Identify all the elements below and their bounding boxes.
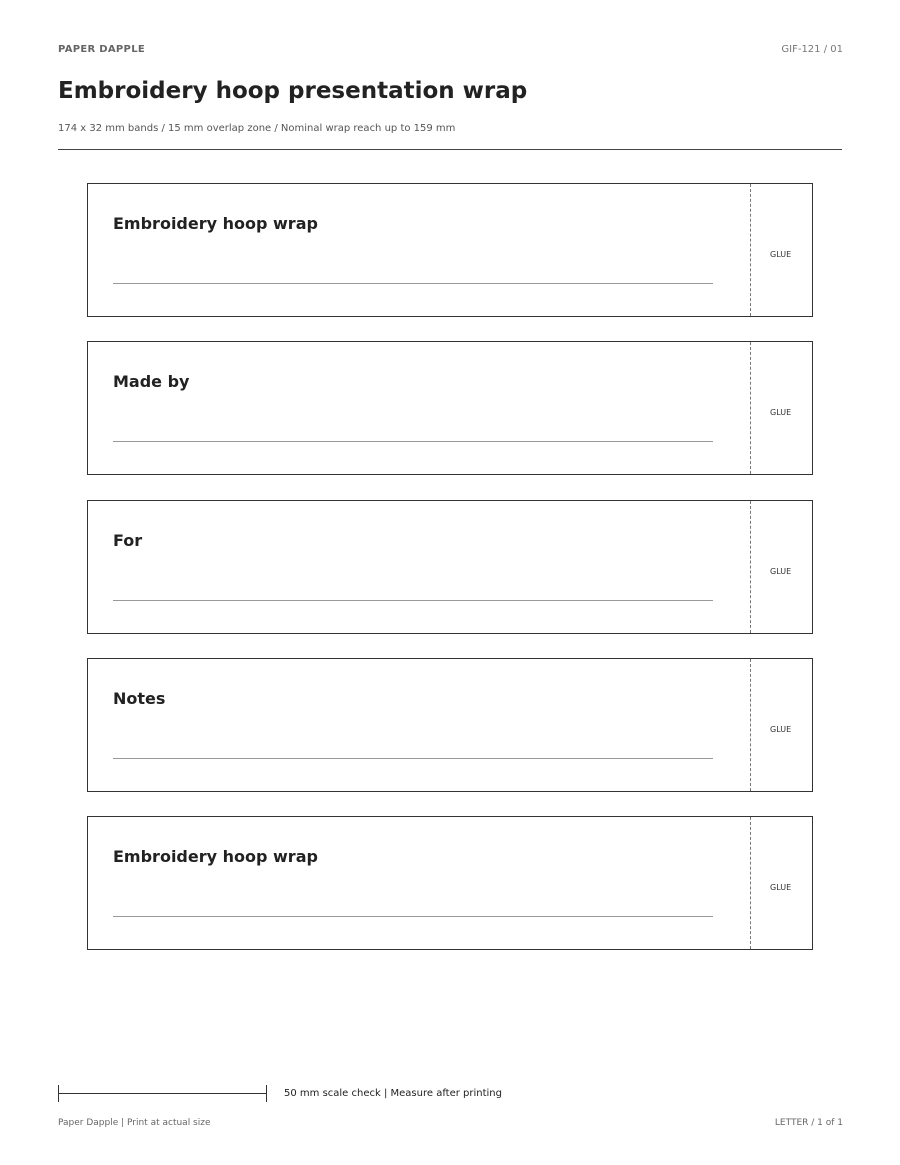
scale-check-text: 50 mm scale check | Measure after printing	[284, 1088, 502, 1099]
write-line	[113, 600, 713, 601]
brand-name: PAPER DAPPLE	[58, 44, 145, 55]
fold-line	[750, 501, 751, 633]
scale-bar-line	[58, 1093, 267, 1094]
write-line	[113, 916, 713, 917]
glue-label: GLUE	[770, 883, 792, 892]
glue-label: GLUE	[770, 567, 792, 576]
band-label: Embroidery hoop wrap	[113, 847, 318, 866]
band-label: Embroidery hoop wrap	[113, 214, 318, 233]
band-label: Notes	[113, 689, 166, 708]
write-line	[113, 758, 713, 759]
footer-note: Paper Dapple | Print at actual size	[58, 1118, 211, 1128]
fold-line	[750, 817, 751, 949]
scale-bar	[58, 1085, 267, 1103]
glue-label: GLUE	[770, 408, 792, 417]
scale-bar-tick-end	[266, 1085, 267, 1102]
fold-line	[750, 342, 751, 474]
glue-label: GLUE	[770, 250, 792, 259]
scale-bar-tick-start	[58, 1085, 59, 1102]
page-subtitle: 174 x 32 mm bands / 15 mm overlap zone / Nominal wrap reach up to 159 mm	[58, 123, 456, 134]
header-divider	[58, 149, 842, 150]
document-id: GIF-121 / 01	[781, 44, 843, 55]
write-line	[113, 283, 713, 284]
fold-line	[750, 184, 751, 316]
write-line	[113, 441, 713, 442]
wrap-band	[87, 658, 813, 792]
glue-label: GLUE	[770, 725, 792, 734]
footer-page-info: LETTER / 1 of 1	[774, 1118, 843, 1128]
wrap-band	[87, 341, 813, 475]
wrap-band	[87, 816, 813, 950]
wrap-band	[87, 500, 813, 634]
page-title: Embroidery hoop presentation wrap	[58, 78, 528, 104]
band-label: For	[113, 531, 143, 550]
fold-line	[750, 659, 751, 791]
wrap-band	[87, 183, 813, 317]
band-label: Made by	[113, 372, 190, 391]
